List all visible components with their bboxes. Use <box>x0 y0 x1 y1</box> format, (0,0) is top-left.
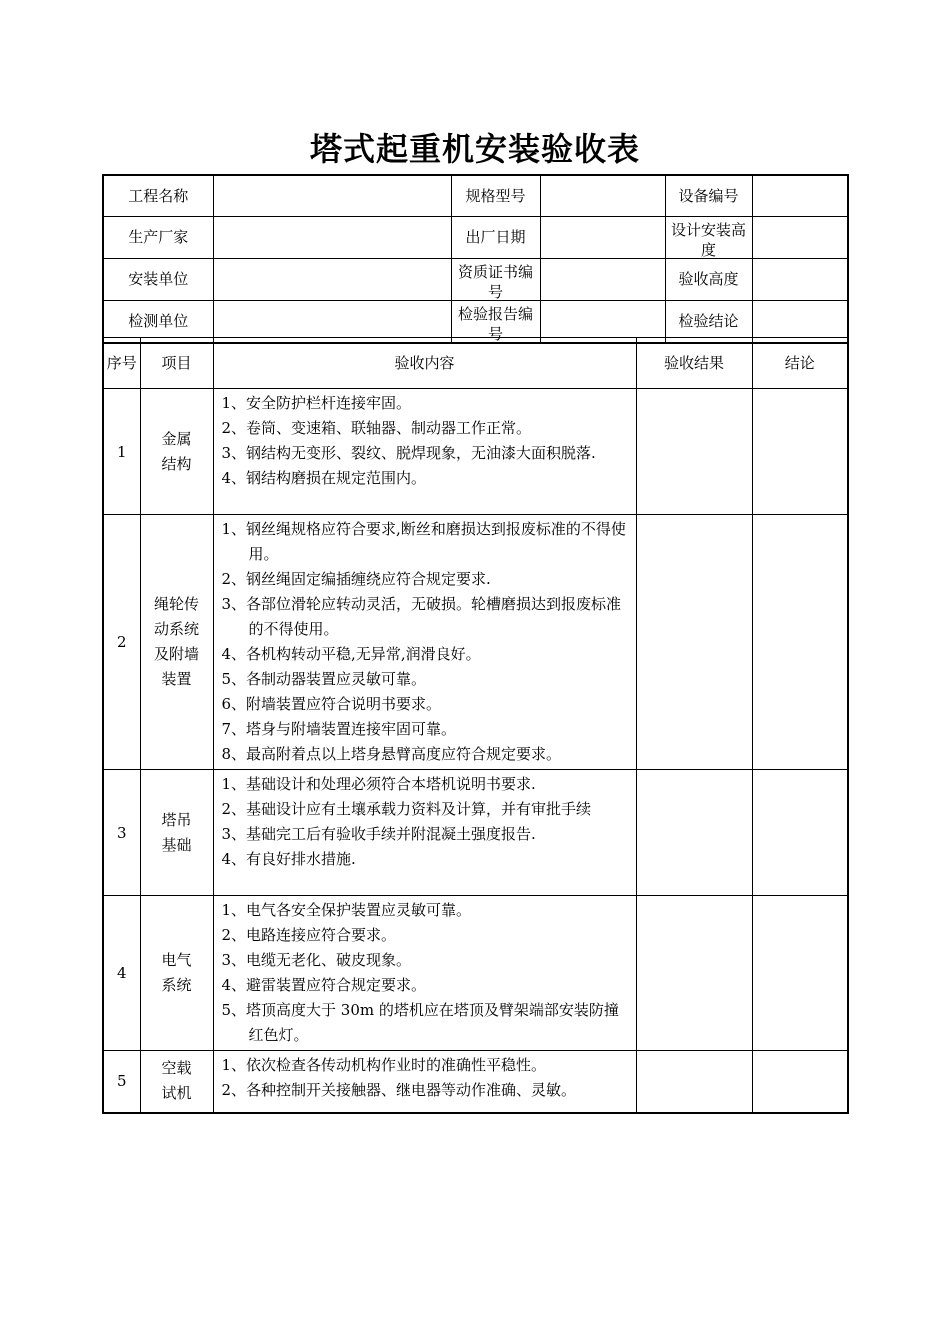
spec-model-field[interactable] <box>540 175 665 216</box>
content-line: 4、避雷装置应符合规定要求。 <box>221 976 427 994</box>
info-row <box>103 258 848 300</box>
content-line: 7、塔身与附墙装置连接牢固可靠。 <box>221 720 457 738</box>
row-seq: 3 <box>103 770 140 896</box>
table-row <box>103 896 848 1051</box>
factory-date-field[interactable] <box>540 216 665 258</box>
table-row <box>103 389 848 515</box>
row-content <box>213 389 636 515</box>
row-seq: 5 <box>103 1051 140 1113</box>
content-line: 3、钢结构无变形、裂纹、脱焊现象，无油漆大面积脱落. <box>221 444 596 462</box>
row-seq: 1 <box>103 389 140 515</box>
content-line: 1、基础设计和处理必须符合本塔机说明书要求. <box>221 775 536 793</box>
result-field[interactable] <box>636 515 752 770</box>
device-no-label: 设备编号 <box>665 175 752 216</box>
content-line: 5、各制动器装置应灵敏可靠。 <box>221 670 427 688</box>
row-seq: 4 <box>103 896 140 1051</box>
factory-date-label: 出厂日期 <box>451 216 540 258</box>
content-line: 3、各部位滑轮应转动灵活，无破损。轮槽磨损达到报废标准的不得使用。 <box>221 595 622 638</box>
content-line: 1、依次检查各传动机构作业时的准确性平稳性。 <box>221 1056 547 1074</box>
row-seq: 2 <box>103 515 140 770</box>
row-item-line: 基础 <box>161 835 192 854</box>
result-field[interactable] <box>636 896 752 1051</box>
row-item-line: 电气 <box>161 951 192 969</box>
result-field[interactable] <box>636 389 752 515</box>
content-line: 2、卷筒、变速箱、联轴器、制动器工作正常。 <box>221 419 532 437</box>
row-item-line: 及附墙 <box>153 645 199 663</box>
row-item-line: 动系统 <box>153 620 199 638</box>
conclusion-field[interactable] <box>752 770 848 896</box>
content-line: 2、基础设计应有土壤承载力资料及计算，并有审批手续 <box>221 800 592 818</box>
row-item-line: 金属 <box>161 429 192 448</box>
row-item-line: 结构 <box>161 454 192 473</box>
table-row <box>103 1051 848 1113</box>
content-line: 2、电路连接应符合要求。 <box>221 926 397 944</box>
col-seq-header: 序号 <box>103 338 140 389</box>
row-item <box>140 515 213 770</box>
install-unit-field[interactable] <box>213 258 451 300</box>
header-row <box>103 338 848 389</box>
content-line: 3、基础完工后有验收手续并附混凝土强度报告. <box>221 825 536 843</box>
row-content <box>213 515 636 770</box>
project-name-field[interactable] <box>213 175 451 216</box>
content-line: 4、各机构转动平稳,无异常,润滑良好。 <box>221 645 481 663</box>
spec-model-label: 规格型号 <box>451 175 540 216</box>
manufacturer-label: 生产厂家 <box>103 216 213 258</box>
col-conclusion-header: 结论 <box>752 338 848 389</box>
row-item-line: 装置 <box>161 670 192 688</box>
conclusion-field[interactable] <box>752 896 848 1051</box>
project-name-label: 工程名称 <box>103 175 213 216</box>
report-no-label: 检验报告编号 <box>457 304 533 342</box>
row-content <box>213 1051 636 1113</box>
content-line: 6、附墙装置应符合说明书要求。 <box>221 695 442 713</box>
info-table <box>102 174 849 344</box>
col-content-header: 验收内容 <box>213 338 636 389</box>
row-item-line: 系统 <box>161 976 192 994</box>
info-row <box>103 175 848 216</box>
row-item-line: 试机 <box>161 1084 192 1103</box>
row-item <box>140 1051 213 1113</box>
result-field[interactable] <box>636 770 752 896</box>
content-line: 3、电缆无老化、破皮现象。 <box>221 951 412 969</box>
conclusion-field[interactable] <box>752 1051 848 1113</box>
accept-height-field[interactable] <box>752 258 848 300</box>
conclusion-field[interactable] <box>752 515 848 770</box>
row-item <box>140 389 213 515</box>
row-item-line: 绳轮传 <box>153 595 199 613</box>
info-row <box>103 216 848 258</box>
table-row <box>103 515 848 770</box>
row-item <box>140 896 213 1051</box>
col-result-header: 验收结果 <box>636 338 752 389</box>
content-line: 5、塔顶高度大于 30m 的塔机应在塔顶及臂架端部安装防撞红色灯。 <box>221 1001 619 1044</box>
qualification-field[interactable] <box>540 258 665 300</box>
content-line: 2、各种控制开关接触器、继电器等动作准确、灵敏。 <box>221 1081 577 1099</box>
manufacturer-field[interactable] <box>213 216 451 258</box>
device-no-field[interactable] <box>752 175 848 216</box>
content-line: 4、钢结构磨损在规定范围内。 <box>221 469 427 487</box>
row-content <box>213 896 636 1051</box>
acceptance-table <box>102 337 849 1114</box>
content-line: 1、安全防护栏杆连接牢固。 <box>221 394 412 412</box>
content-line: 1、电气各安全保护装置应灵敏可靠。 <box>221 901 472 919</box>
page-title: 塔式起重机安装验收表 <box>309 130 640 168</box>
result-field[interactable] <box>636 1051 752 1113</box>
inspect-conclusion-label: 检验结论 <box>665 300 752 343</box>
table-row <box>103 770 848 896</box>
row-item <box>140 770 213 896</box>
install-unit-label: 安装单位 <box>103 258 213 300</box>
row-content <box>213 770 636 896</box>
row-item-line: 空载 <box>161 1059 192 1078</box>
content-line: 4、有良好排水措施. <box>221 850 356 868</box>
accept-height-label: 验收高度 <box>665 258 752 300</box>
qualification-label: 资质证书编号 <box>457 262 533 300</box>
content-line: 8、最高附着点以上塔身悬臂高度应符合规定要求。 <box>221 745 562 763</box>
inspect-unit-label: 检测单位 <box>103 300 213 343</box>
design-height-field[interactable] <box>752 216 848 258</box>
col-item-header: 项目 <box>140 338 213 389</box>
content-line: 2、钢丝绳固定编插缠绕应符合规定要求. <box>221 570 491 588</box>
content-line: 1、钢丝绳规格应符合要求,断丝和磨损达到报废标准的不得使用。 <box>221 520 626 563</box>
design-height-label: 设计安装高度 <box>670 220 746 258</box>
conclusion-field[interactable] <box>752 389 848 515</box>
row-item-line: 塔吊 <box>161 810 192 829</box>
